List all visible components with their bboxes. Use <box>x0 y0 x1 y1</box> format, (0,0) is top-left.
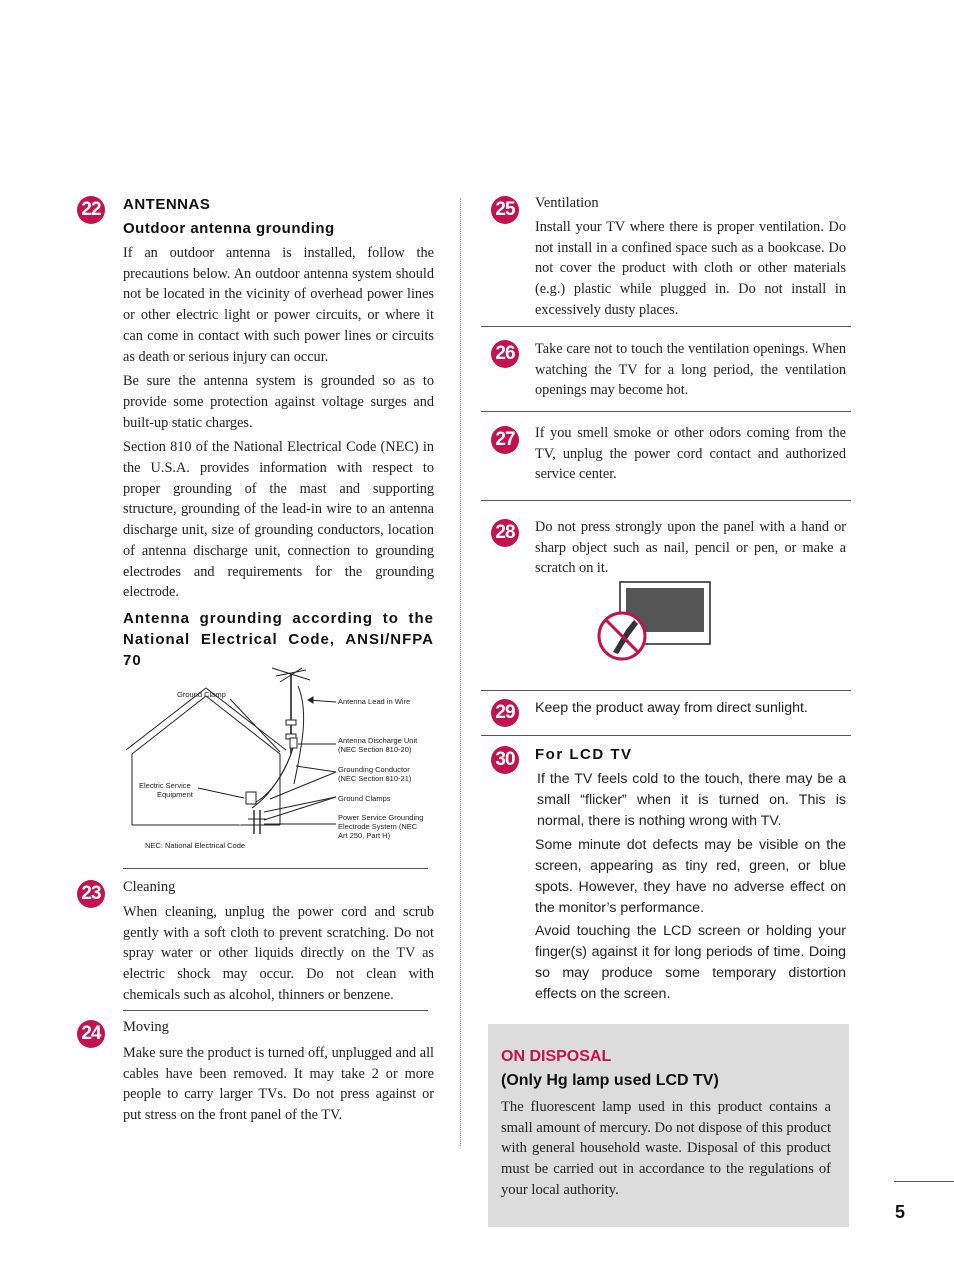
cleaning-body: When cleaning, unplug the power cord and scrub gently with a soft cloth to prevent scratching. Do not spray water or other liquids directly on the TV as electric shock may occur. Do not clean with chemicals such as alcohol, thinners or benzene. <box>123 904 434 1003</box>
sunlight-body: Keep the product away from direct sunlight. <box>535 700 808 716</box>
item-number-22: 22 <box>77 196 105 224</box>
label-power-service-2: Electrode System (NEC <box>338 822 418 831</box>
divider-27-28 <box>481 500 851 501</box>
moving-title: Moving <box>123 1019 169 1035</box>
lcd-tv-title: For LCD TV <box>535 746 633 763</box>
label-grounding-conductor: Grounding Conductor <box>338 765 410 774</box>
no-press-tv-illustration <box>596 578 714 664</box>
divider-22-23 <box>123 868 428 869</box>
divider-29-30 <box>481 735 851 736</box>
label-ground-clamp: Ground Clamp <box>177 690 226 699</box>
item-number-26: 26 <box>491 340 519 368</box>
divider-28-29 <box>481 690 851 691</box>
page-number-rule <box>894 1181 954 1182</box>
label-antenna-lead: Antenna Lead in Wire <box>338 697 411 706</box>
page-number: 5 <box>895 1202 906 1222</box>
moving-body: Make sure the product is turned off, unplugged and all cables have been removed. It may take 2 or more people to carry larger TVs. Do not press against or put stress on the front panel of the TV. <box>123 1045 435 1124</box>
lcd-para-3: Avoid touching the LCD screen or holding your finger(s) against it for long periods of time. Doing so may produce some temporary distortion effects on the screen. <box>535 923 846 1002</box>
smoke-body: If you smell smoke or other odors coming from the TV, unplug the power cord contact and authorized service center. <box>535 425 846 483</box>
ventilation-title: Ventilation <box>535 195 599 211</box>
label-ground-clamps: Ground Clamps <box>338 794 391 803</box>
antennas-title: ANTENNAS <box>123 196 211 213</box>
divider-26-27 <box>481 411 851 412</box>
item-number-24: 24 <box>77 1020 105 1048</box>
disposal-subtitle: (Only Hg lamp used LCD TV) <box>501 1072 719 1089</box>
item-number-28: 28 <box>491 519 519 547</box>
column-divider <box>460 198 461 1146</box>
item-number-23: 23 <box>77 880 105 908</box>
label-electric-service: Electric Service <box>139 781 191 790</box>
divider-25-26 <box>481 326 851 327</box>
lcd-para-2: Some minute dot defects may be visible on the screen, appearing as tiny red, green, or blue spots. However, they have no adverse effect on the monitor’s performance. <box>535 837 846 916</box>
item-number-25: 25 <box>491 196 519 224</box>
divider-23-24 <box>123 1010 428 1011</box>
ventilation-body: Install your TV where there is proper ventilation. Do not install in a confined space such as a bookcase. Do not cover the product with cloth or other materials (e.g.) plastic while plugged in. Do not install in excessively dusty places. <box>535 219 846 318</box>
disposal-box <box>488 1024 849 1227</box>
label-discharge-unit: Antenna Discharge Unit <box>338 736 418 745</box>
item-number-30: 30 <box>491 746 519 774</box>
label-power-service-3: Art 250, Part H) <box>338 831 391 840</box>
antenna-grounding-diagram <box>120 664 440 854</box>
outdoor-grounding-subtitle: Outdoor antenna grounding <box>123 220 335 237</box>
item-number-29: 29 <box>491 699 519 727</box>
label-nec-note: NEC: National Electrical Code <box>145 841 246 850</box>
label-electric-service-equipment: Equipment <box>157 790 193 799</box>
cleaning-title: Cleaning <box>123 879 176 895</box>
nec-grounding-subtitle: Antenna grounding according to the National Electrical Code, ANSI/NFPA 70 <box>123 610 434 669</box>
panel-pressure-body: Do not press strongly upon the panel with a hand or sharp object such as nail, pencil or pen, or make a scratch on it. <box>535 519 846 577</box>
disposal-title: ON DISPOSAL <box>501 1048 612 1065</box>
label-power-service-1: Power Service Grounding <box>338 813 424 822</box>
lcd-para-1: If the TV feels cold to the touch, there may be a small “flicker” when it is turned on. This is normal, there is nothing wrong with TV. <box>537 771 846 829</box>
item-number-27: 27 <box>491 426 519 454</box>
disposal-body: The fluorescent lamp used in this product contains a small amount of mercury. Do not dispose of this product with general household waste. Disposal of this product must be carried out in accordance to the regulations of your local authority. <box>501 1099 831 1198</box>
label-grounding-conductor-nec: (NEC Section 810-21) <box>338 774 412 783</box>
ventilation-openings-body: Take care not to touch the ventilation openings. When watching the TV for a long period, the ventilation openings may become hot. <box>535 341 846 399</box>
antennas-para-3: Section 810 of the National Electrical Code (NEC) in the U.S.A. provides information with respect to proper grounding of the mast and supporting structure, grounding of the lead-in wire to an antenna discharge unit, size of grounding conductors, location of antenna discharge unit, connection to grounding electrodes and requirements for the grounding electrode. <box>123 439 434 601</box>
label-discharge-unit-nec: (NEC Section 810-20) <box>338 745 412 754</box>
antennas-para-2: Be sure the antenna system is grounded so as to provide some protection against voltage surges and built-up static charges. <box>123 373 434 431</box>
antennas-body <box>123 243 434 607</box>
antennas-para-1: If an outdoor antenna is installed, follow the precautions below. An outdoor antenna system should not be located in the vicinity of overhead power lines or other electric light or power circuits, or where it can come in contact with such power lines or circuits as death or serious injury can occur. <box>123 245 434 365</box>
